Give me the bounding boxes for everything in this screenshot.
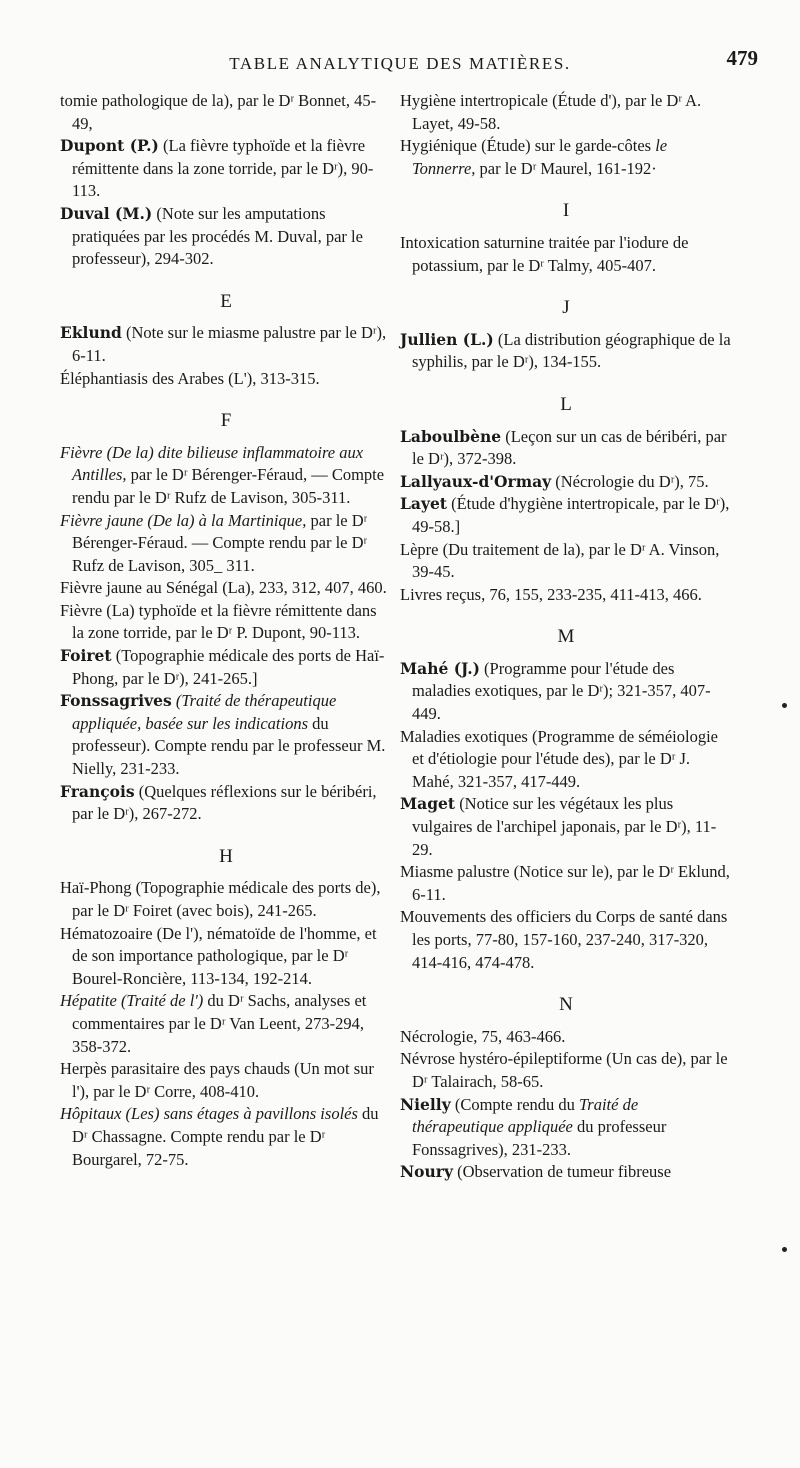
entry-text: (La distribution géographique de la syphilis, par le Dʳ), 134-155. — [412, 329, 731, 372]
entry-headword: Layet — [400, 494, 447, 514]
entry-title: Fièvre (De la) dite bilieuse inflammatoire aux Antilles, — [60, 442, 364, 485]
entry-headword: Eklund — [60, 323, 122, 343]
entry-text: Hématozoaire (De l'), nématoïde de l'homme, et de son importance pathologique, par le Dʳ Bourel-Roncière, 113-134, 192-214. — [60, 923, 377, 988]
section-letter: L — [560, 393, 572, 415]
entry-headword: Duval (M.) — [60, 203, 153, 223]
entry-headword: Lallyaux-d'Ormay — [400, 471, 552, 491]
entry-text: Hygiène intertropicale (Étude d'), par le Dʳ A. Layet, 49-58. — [400, 91, 702, 133]
entry-headword: Jullien (L.) — [400, 329, 494, 349]
left-column — [60, 90, 392, 1171]
section-letter: F — [220, 410, 232, 432]
entry-text: Miasme palustre (Notice sur le), par le Dʳ Eklund, 6-11. — [400, 862, 730, 904]
index-entry — [60, 990, 392, 1058]
index-entry — [400, 471, 732, 494]
entry-text: Nécrologie, 75, 463-466. — [400, 1026, 566, 1046]
entry-text: (Étude d'hygiène intertropicale, par le Dʳ), 49-58.] — [412, 494, 730, 536]
entry-text: Intoxication saturnine traitée par l'iodure de potassium, par le Dʳ Talmy, 405-407. — [400, 232, 689, 275]
entry-text: par le Dʳ Bérenger-Féraud. — Compte rendu par le Dʳ Rufz de Lavison, 305_ 311. — [72, 510, 368, 575]
index-entry — [400, 1161, 732, 1184]
entry-headword: Noury — [400, 1162, 453, 1182]
index-entry — [400, 1048, 732, 1093]
entry-text: par le Dʳ Maurel, 161-192· — [475, 158, 657, 178]
entry-headword: Dupont (P.) — [60, 136, 159, 156]
entry-text: par le Dʳ Bérenger-Féraud, — Compte rendu par le Dʳ Rufz de Lavison, 305-311. — [72, 465, 385, 507]
index-entry — [400, 726, 732, 794]
index-entry — [400, 584, 732, 607]
entry-text: du Dʳ Chassagne. Compte rendu par le Dʳ Bourgarel, 72-75. — [72, 1104, 379, 1169]
entry-text: Névrose hystéro-épileptiforme (Un cas de), par le Dʳ Talairach, 58-65. — [400, 1049, 728, 1091]
entry-text: Mouvements des officiers du Corps de santé dans les ports, 77-80, 157-160, 237-240, 317-320, 414-416, 474-478. — [400, 907, 728, 972]
entry-title: le Tonnerre, — [412, 136, 668, 178]
index-entry — [400, 658, 732, 726]
entry-text: (Note sur le miasme palustre par le Dʳ), 6-11. — [72, 323, 387, 365]
entry-text: (Observation de tumeur fibreuse — [452, 1162, 672, 1182]
entry-text: (Leçon sur un cas de béribéri, par le Dʳ), 372-398. — [412, 426, 727, 469]
index-entry — [400, 793, 732, 861]
section-letter: H — [219, 845, 233, 867]
entry-text: du professeur). Compte rendu par le professeur M. Nielly, 231-233. — [72, 713, 386, 779]
running-title: TABLE ANALYTIQUE DES MATIÈRES. — [229, 54, 571, 73]
index-entry — [400, 493, 732, 538]
entry-title: Fièvre jaune (De la) à la Martinique, — [60, 510, 307, 530]
entry-text: Fièvre (La) typhoïde et la fièvre rémittente dans la zone torride, par le Dʳ P. Dupont, 90-113. — [60, 600, 377, 643]
entry-text: tomie pathologique de la), par le Dʳ Bonnet, 45-49, — [60, 91, 377, 133]
running-head — [40, 40, 760, 73]
index-entry — [60, 368, 392, 391]
index-entry — [60, 442, 392, 510]
entry-headword: Maget — [400, 794, 456, 814]
margin-dot — [782, 703, 787, 708]
index-entry — [400, 135, 732, 180]
entry-text: du Dʳ Sachs, analyses et commentaires par le Dʳ Van Leent, 273-294, 358-372. — [72, 991, 367, 1056]
entry-text: (Note sur les amputations pratiquées par les procédés M. Duval, par le professeur), 294-302. — [72, 203, 363, 269]
index-entry — [400, 329, 732, 374]
entry-headword: Nielly — [400, 1094, 451, 1114]
entry-title: Hépatite (Traité de l') — [60, 991, 204, 1011]
index-entry — [400, 861, 732, 906]
index-entry — [60, 877, 392, 922]
entry-text: Éléphantiasis des Arabes (L'), 313-315. — [60, 368, 320, 388]
entry-text: Haï-Phong (Topographie médicale des ports de), par le Dʳ Foiret (avec bois), 241-265. — [60, 878, 381, 920]
entry-headword: Mahé (J.) — [400, 658, 480, 678]
entry-title: (Traité de thérapeutique appliquée, basée sur les indications — [72, 691, 337, 733]
section-letter: J — [562, 297, 570, 319]
right-column — [400, 90, 732, 1184]
index-entry — [400, 90, 732, 135]
index-entry — [60, 135, 392, 203]
index-entry — [400, 1094, 732, 1162]
entry-text: Maladies exotiques (Programme de séméiologie et d'étiologie pour l'étude des), par le Dʳ J. Mahé, 321-357, 417-449. — [400, 726, 718, 791]
entry-headword: Fonssagrives — [60, 691, 172, 711]
entry-text: (La fièvre typhoïde et la fièvre rémittente dans la zone torride, par le Dʳ), 90-113. — [72, 136, 374, 201]
index-entry — [60, 781, 392, 826]
section-letter: M — [557, 626, 575, 648]
margin-dot — [782, 1247, 787, 1252]
entry-text: (Programme pour l'étude des maladies exotiques, par le Dʳ); 321-357, 407-449. — [412, 658, 711, 724]
entry-text: Livres reçus, 76, 155, 233-235, 411-413, 466. — [400, 584, 702, 604]
index-entry — [60, 1058, 392, 1103]
entry-title: Hôpitaux (Les) sans étages à pavillons isolés — [60, 1104, 358, 1124]
entry-text: Lèpre (Du traitement de la), par le Dʳ A. Vinson, 39-45. — [400, 539, 720, 582]
index-entry — [60, 203, 392, 271]
index-entry — [60, 90, 392, 135]
index-entry — [60, 600, 392, 645]
index-entry — [60, 923, 392, 991]
entry-text: (Nécrologie du Dʳ), 75. — [551, 471, 709, 491]
entry-text: (Compte rendu du — [450, 1094, 580, 1114]
index-entry — [400, 539, 732, 584]
entry-text: du professeur Fonssagrives), 231-233. — [412, 1117, 667, 1159]
entry-text: (Quelques réflexions sur le béribéri, par le Dʳ), 267-272. — [72, 781, 377, 824]
section-letter: I — [562, 200, 570, 222]
section-letter: E — [220, 290, 232, 312]
entry-text: Hygiénique (Étude) sur le garde-côtes — [400, 136, 656, 156]
section-letter: N — [559, 994, 573, 1016]
entry-text: Fièvre jaune au Sénégal (La), 233, 312, 407, 460. — [60, 578, 387, 598]
index-entry — [60, 577, 392, 600]
entry-headword: Foiret — [60, 646, 112, 666]
entry-text: (Notice sur les végétaux les plus vulgaires de l'archipel japonais, par le Dʳ), 11-29. — [412, 794, 717, 859]
index-entry — [60, 510, 392, 578]
index-entry — [60, 1103, 392, 1171]
index-entry — [400, 1026, 732, 1049]
entry-text: Herpès parasitaire des pays chauds (Un mot sur l'), par le Dʳ Corre, 408-410. — [60, 1059, 374, 1101]
index-entry — [60, 690, 392, 780]
entry-title: Traité de thérapeutique appliquée — [412, 1094, 639, 1137]
entry-headword: Laboulbène — [400, 426, 502, 446]
entry-headword: François — [60, 781, 135, 801]
entry-text: (Topographie médicale des ports de Haï-Phong, par le Dʳ), 241-265.] — [72, 646, 385, 688]
index-entry — [60, 322, 392, 367]
index-entry — [400, 426, 732, 471]
index-entry — [400, 232, 732, 277]
index-entry — [60, 645, 392, 690]
index-entry — [400, 906, 732, 974]
page-number: 479 — [726, 46, 758, 70]
